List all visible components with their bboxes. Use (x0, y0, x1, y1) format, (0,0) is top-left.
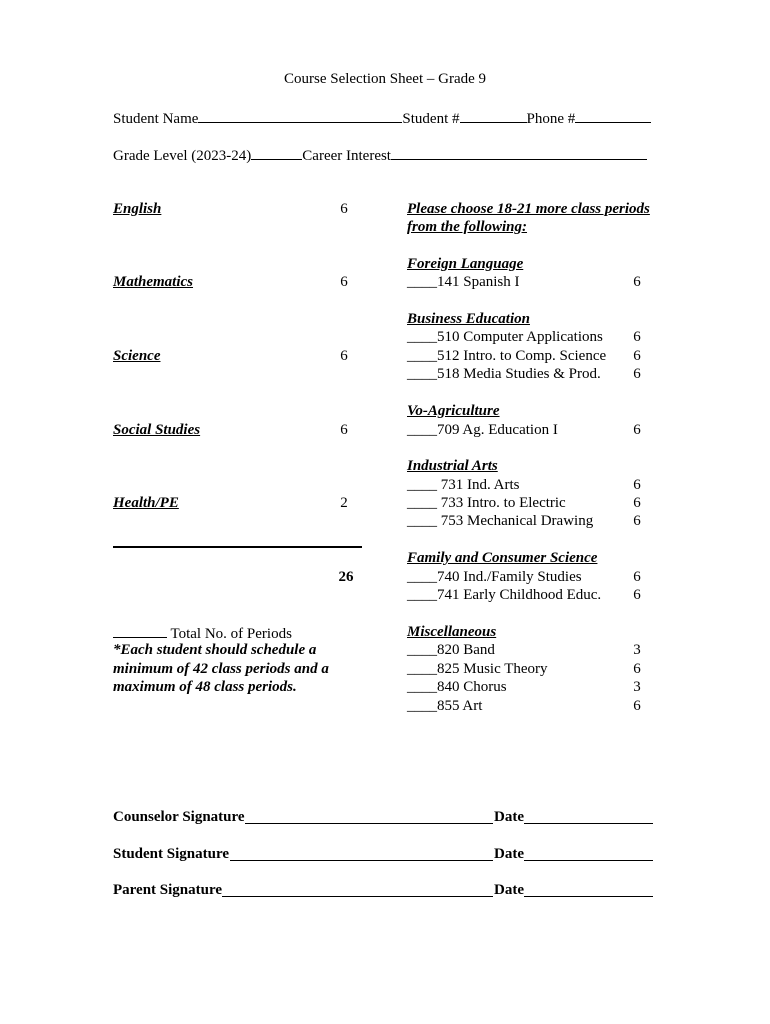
course-periods: 6 (633, 698, 641, 714)
counselor-signature-label: Counselor Signature (113, 809, 245, 825)
subject-science: Science (113, 348, 161, 364)
course-141[interactable] (407, 273, 520, 291)
course-periods: 6 (633, 348, 641, 364)
course-855[interactable] (407, 697, 482, 715)
course-periods: 6 (633, 477, 641, 493)
course-periods: 6 (633, 495, 641, 511)
course-periods: 6 (633, 513, 641, 529)
heading-business-education: Business Education (407, 311, 530, 327)
course-825[interactable] (407, 660, 548, 678)
phone-field[interactable] (575, 108, 651, 123)
periods-social-studies: 6 (340, 422, 348, 438)
note-line-3: maximum of 48 class periods. (113, 679, 297, 695)
course-blank[interactable]: ____ (407, 348, 437, 364)
course-blank[interactable]: ____ (407, 661, 437, 677)
counselor-date-field[interactable] (524, 823, 653, 824)
course-blank[interactable]: ____ (407, 495, 437, 511)
student-signature-field[interactable] (230, 860, 493, 861)
course-518[interactable] (407, 365, 601, 383)
course-name: 709 Ag. Education I (437, 422, 558, 438)
subject-social-studies: Social Studies (113, 422, 201, 438)
course-blank[interactable]: ____ (407, 477, 437, 493)
course-name: 733 Intro. to Electric (437, 495, 566, 511)
course-name: 855 Art (437, 698, 483, 714)
course-blank[interactable]: ____ (407, 329, 437, 345)
course-periods: 3 (633, 642, 641, 658)
periods-health-pe: 2 (340, 495, 348, 511)
course-741[interactable] (407, 586, 601, 604)
heading-vo-agriculture: Vo-Agriculture (407, 403, 500, 419)
course-512[interactable] (407, 347, 606, 365)
note-line-2: minimum of 42 class periods and a (113, 661, 329, 677)
course-name: 840 Chorus (437, 679, 507, 695)
course-blank[interactable]: ____ (407, 569, 437, 585)
total-divider (113, 546, 362, 548)
career-interest-label: Career Interest (302, 148, 391, 164)
periods-science: 6 (340, 348, 348, 364)
course-name: 825 Music Theory (437, 661, 548, 677)
parent-date-field[interactable] (524, 896, 653, 897)
student-number-label: Student # (402, 111, 460, 127)
course-name: 731 Ind. Arts (437, 477, 520, 493)
total-periods-label: Total No. of Periods (167, 626, 292, 642)
grade-level-row (113, 145, 647, 165)
career-interest-field[interactable] (391, 145, 647, 160)
student-date-label: Date (494, 846, 524, 862)
subject-health-pe: Health/PE (113, 495, 179, 511)
course-periods: 6 (633, 661, 641, 677)
grade-level-label: Grade Level (2023-24) (113, 148, 252, 164)
page-title: Course Selection Sheet – Grade 9 (283, 71, 487, 87)
subject-mathematics: Mathematics (113, 274, 194, 290)
subject-english: English (113, 201, 162, 217)
periods-english: 6 (340, 201, 348, 217)
course-name: 510 Computer Applications (437, 329, 603, 345)
course-blank[interactable]: ____ (407, 513, 437, 529)
course-blank[interactable]: ____ (407, 274, 437, 290)
course-periods: 3 (633, 679, 641, 695)
phone-label: Phone # (526, 111, 576, 127)
course-name: 740 Ind./Family Studies (437, 569, 582, 585)
course-periods: 6 (633, 329, 641, 345)
required-total: 26 (338, 569, 354, 585)
heading-industrial-arts: Industrial Arts (407, 458, 498, 474)
course-blank[interactable]: ____ (407, 642, 437, 658)
total-periods-field[interactable] (113, 623, 167, 638)
choose-instruction-2: from the following: (407, 219, 528, 235)
course-name: 512 Intro. to Comp. Science (437, 348, 607, 364)
course-periods: 6 (633, 569, 641, 585)
course-name: 741 Early Childhood Educ. (437, 587, 602, 603)
course-blank[interactable]: ____ (407, 422, 437, 438)
student-date-field[interactable] (524, 860, 653, 861)
course-name: 753 Mechanical Drawing (437, 513, 594, 529)
student-number-field[interactable] (460, 108, 527, 123)
periods-mathematics: 6 (340, 274, 348, 290)
student-name-row (113, 108, 651, 128)
heading-foreign-language: Foreign Language (407, 256, 524, 272)
course-753[interactable] (407, 512, 593, 530)
parent-signature-field[interactable] (222, 896, 493, 897)
counselor-date-label: Date (494, 809, 524, 825)
student-name-field[interactable] (198, 108, 402, 123)
course-731[interactable] (407, 476, 520, 494)
course-740[interactable] (407, 568, 582, 586)
total-periods-row (113, 623, 292, 643)
course-733[interactable] (407, 494, 566, 512)
course-periods: 6 (633, 422, 641, 438)
note-line-1: *Each student should schedule a (113, 642, 317, 658)
parent-signature-label: Parent Signature (113, 882, 223, 898)
course-name: 518 Media Studies & Prod. (437, 366, 601, 382)
student-name-label: Student Name (113, 111, 199, 127)
course-709[interactable] (407, 421, 558, 439)
course-510[interactable] (407, 328, 603, 346)
course-periods: 6 (633, 587, 641, 603)
choose-instruction-1: Please choose 18-21 more class periods (407, 201, 650, 217)
counselor-signature-field[interactable] (245, 823, 493, 824)
course-name: 820 Band (437, 642, 495, 658)
course-blank[interactable]: ____ (407, 587, 437, 603)
course-name: 141 Spanish I (437, 274, 520, 290)
parent-date-label: Date (494, 882, 524, 898)
course-periods: 6 (633, 366, 641, 382)
course-blank[interactable]: ____ (407, 679, 437, 695)
course-820[interactable] (407, 641, 495, 659)
heading-miscellaneous: Miscellaneous (407, 624, 497, 640)
heading-family-consumer-science: Family and Consumer Science (407, 550, 598, 566)
course-blank[interactable]: ____ (407, 366, 437, 382)
course-blank[interactable]: ____ (407, 698, 437, 714)
course-periods: 6 (633, 274, 641, 290)
student-signature-label: Student Signature (113, 846, 230, 862)
course-840[interactable] (407, 678, 507, 696)
grade-level-field[interactable] (251, 145, 302, 160)
